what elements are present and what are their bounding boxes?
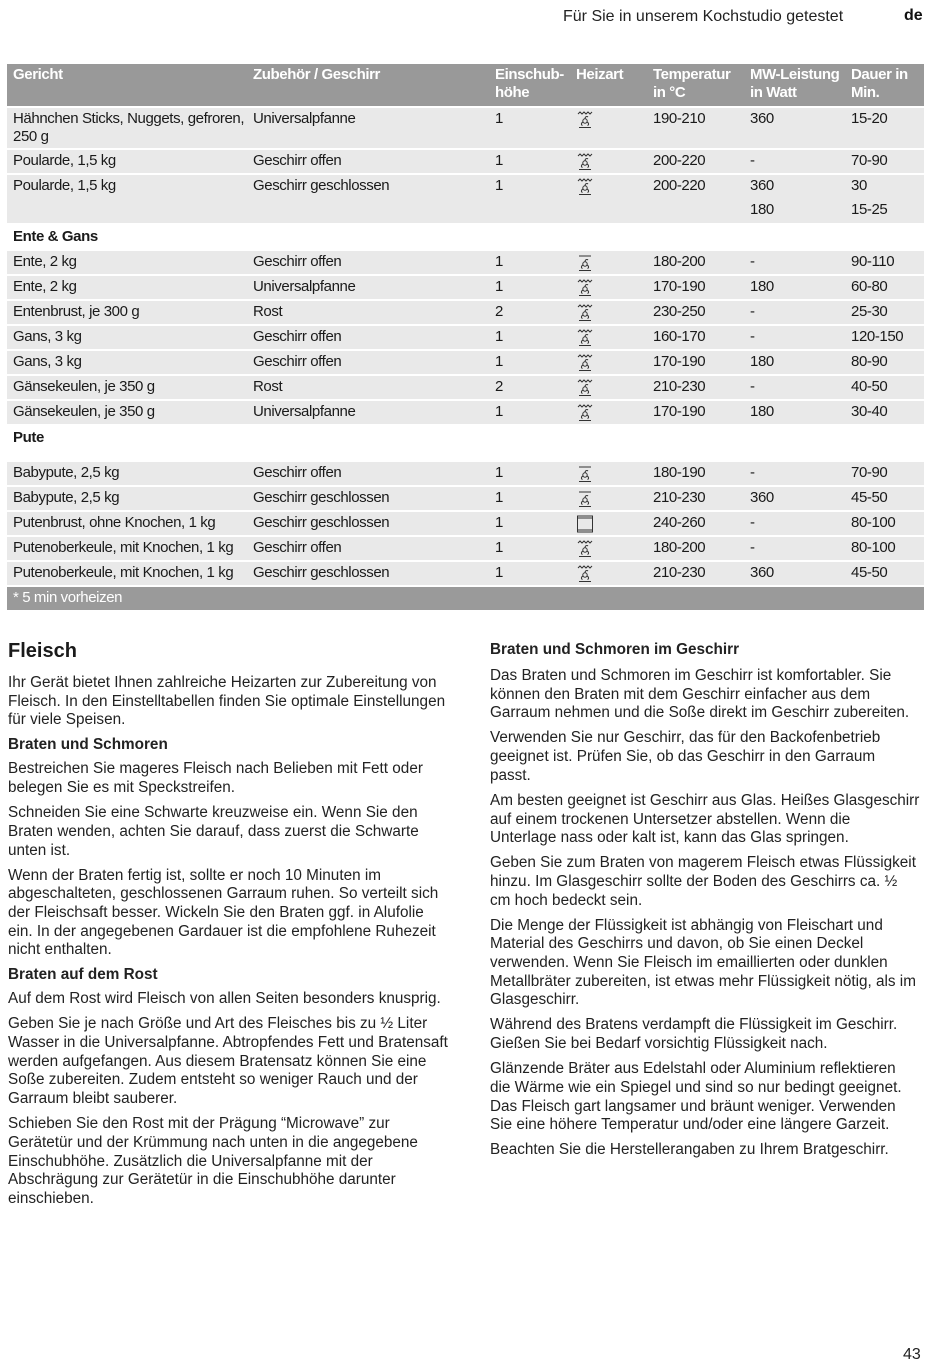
paragraph: Auf dem Rost wird Fleisch von allen Seiten besonders knusprig.	[8, 990, 441, 1008]
cell-dauer: 80-100	[851, 514, 896, 531]
paragraph: Am besten geeignet ist Geschirr aus Glas. Heißes Glasgeschirr auf einem trockenen Untersetzer abstellen. Wenn die Unterlage nass oder kalt ist, kann das Glas springen.	[490, 791, 920, 847]
cell-gericht: Ente, 2 kg	[13, 278, 77, 295]
cell-gericht: Gans, 3 kg	[13, 353, 82, 370]
umluft-grill-icon	[576, 353, 646, 376]
cell-zubehoer: Universalpfanne	[253, 110, 356, 127]
table-group-row	[7, 426, 924, 462]
table-row	[7, 401, 924, 426]
cell-mw: -	[750, 152, 755, 169]
cell-dauer: 80-90	[851, 353, 888, 370]
cell-zubehoer: Geschirr geschlossen	[253, 489, 390, 506]
paragraph: Beachten Sie die Herstellerangaben zu Ihrem Bratgeschirr.	[490, 1141, 889, 1159]
cell-zubehoer: Geschirr offen	[253, 539, 342, 556]
cell-gericht: Putenoberkeule, mit Knochen, 1 kg	[13, 539, 234, 556]
col-header-temperatur: Temperatur in °C	[653, 66, 731, 101]
paragraph: Geben Sie zum Braten von magerem Fleisch etwas Flüssigkeit hinzu. Im Glasgeschirr sollte der Boden des Geschirrs ca. ½ cm hoch bedeckt sein.	[490, 854, 916, 909]
cell-einschub: 1	[495, 403, 503, 420]
cell-einschub: 1	[495, 464, 503, 481]
cell-dauer: 15-20	[851, 110, 888, 127]
cell-mw: 360	[750, 489, 774, 506]
cell-zubehoer: Rost	[253, 378, 283, 395]
col-header-heizart: Heizart	[576, 66, 624, 83]
cell-temp: 210-230	[653, 564, 706, 581]
cell-gericht: Gänsekeulen, je 350 g	[13, 378, 155, 395]
table-header-row	[7, 64, 924, 108]
cell-temp: 190-210	[653, 110, 706, 127]
cell-dauer: 60-80	[851, 278, 888, 295]
section-title-fleisch: Fleisch	[8, 640, 77, 662]
cell-temp: 180-200	[653, 253, 706, 270]
cell-einschub: 1	[495, 278, 503, 295]
cell-einschub: 1	[495, 177, 503, 194]
table-row	[7, 251, 924, 276]
table-footnote: * 5 min vorheizen	[13, 589, 123, 606]
section-heading: Braten auf dem Rost	[8, 966, 158, 984]
paragraph: Geben Sie je nach Größe und Art des Fleisches bis zu ½ Liter Wasser in die Universalpfanne. Abtropfendes Fett und Bratensaft werden aufgefangen. Aus diesem Bratensatz können Sie eine Soße zubereiten. Zudem entsteht so weniger Rauch und der Garraum bleibt sauberer.	[8, 1015, 448, 1108]
table-row	[7, 301, 924, 326]
table-row	[7, 276, 924, 301]
cell-gericht: Putenbrust, ohne Knochen, 1 kg	[13, 514, 216, 531]
col-header-dauer: Dauer in Min.	[851, 66, 908, 101]
heissluft-icon	[576, 253, 646, 276]
cell-mw: -	[750, 328, 755, 345]
umluft-grill-icon	[576, 177, 646, 200]
cell-zubehoer: Universalpfanne	[253, 278, 356, 295]
cell-mw: 180	[750, 278, 774, 295]
cell-mw: 180	[750, 353, 774, 370]
cell-mw: -	[750, 464, 755, 481]
paragraph: Schieben Sie den Rost mit der Prägung “Microwave” zur Gerätetür und der Krümmung nach unten in die angegebene Einschubhöhe. Zusätzlich die Universalpfanne mit der Abschrägung zur Gerätetür in die Einschubhöhe darunter einschieben.	[8, 1115, 418, 1207]
section-heading: Braten und Schmoren	[8, 736, 168, 754]
cell-dauer: 80-100	[851, 539, 896, 556]
cell-mw: -	[750, 253, 755, 270]
table-row	[7, 512, 924, 537]
group-label: Ente & Gans	[13, 228, 98, 245]
cell-zubehoer: Geschirr offen	[253, 464, 342, 481]
cell-einschub: 1	[495, 253, 503, 270]
cell-mw: -	[750, 539, 755, 556]
settings-table	[7, 64, 924, 612]
cell-dauer: 70-90	[851, 464, 888, 481]
table-row	[7, 537, 924, 562]
cell-dauer: 120-150	[851, 328, 904, 345]
cell-zubehoer: Geschirr geschlossen	[253, 564, 390, 581]
umluft-grill-icon	[576, 303, 646, 326]
umluft-grill-icon	[576, 403, 646, 426]
umluft-grill-icon	[576, 278, 646, 301]
cell-dauer: 90-110	[851, 253, 895, 270]
cell-einschub: 2	[495, 378, 503, 395]
cell-mw: 180	[750, 403, 774, 420]
cell-temp: 210-230	[653, 378, 706, 395]
language-code: de	[904, 7, 923, 24]
table-footnote-row	[7, 587, 924, 612]
cell-dauer: 25-30	[851, 303, 888, 320]
cell-temp: 230-250	[653, 303, 706, 320]
cell-gericht: Putenoberkeule, mit Knochen, 1 kg	[13, 564, 234, 581]
table-group-row	[7, 225, 924, 251]
cell-einschub: 1	[495, 564, 503, 581]
umluft-grill-icon	[576, 378, 646, 401]
paragraph: Schneiden Sie eine Schwarte kreuzweise ein. Wenn Sie den Braten wenden, achten Sie darauf, dass zuerst die Schwarte unten ist.	[8, 804, 419, 859]
paragraph: Bestreichen Sie mageres Fleisch nach Belieben mit Fett oder belegen Sie es mit Speckstreifen.	[8, 760, 423, 797]
text-column-right	[490, 641, 920, 1166]
cell-temp: 170-190	[653, 278, 706, 295]
table-row	[7, 351, 924, 376]
cell-temp: 170-190	[653, 403, 706, 420]
cell-mw: -	[750, 514, 755, 531]
cell-gericht: Entenbrust, je 300 g	[13, 303, 140, 320]
paragraph: Wenn der Braten fertig ist, sollte er noch 10 Minuten im abgeschalteten, geschlossenen Garraum ruhen. So verteilt sich der Fleischsaft besser. Wickeln Sie den Braten ggf. in Alufolie ein. In der angegebenen Gardauer ist die empfohlene Ruhezeit nicht enthalten.	[8, 866, 439, 959]
umluft-grill-icon	[576, 328, 646, 351]
table-row	[7, 326, 924, 351]
cell-dauer: 40-50	[851, 378, 888, 395]
umluft-grill-icon	[576, 539, 646, 562]
cell-temp: 180-190	[653, 464, 706, 481]
cell-temp: 180-200	[653, 539, 706, 556]
cell-einschub: 1	[495, 514, 503, 531]
umluft-grill-icon	[576, 152, 646, 175]
cell-zubehoer: Geschirr offen	[253, 328, 342, 345]
cell-zubehoer: Geschirr offen	[253, 353, 342, 370]
cell-dauer: 30-40	[851, 403, 888, 420]
paragraph: Die Menge der Flüssigkeit ist abhängig von Fleischart und Material des Geschirrs und davon, ob Sie einen Deckel verwenden. Wenn Sie Fleisch im emaillierten oder dunklen Metallbräter zubereiten, ist etwas mehr Flüssigkeit nötig, als im Glasgeschirr.	[490, 916, 916, 1009]
cell-gericht: Hähnchen Sticks, Nuggets, gefroren, 250 g	[13, 110, 245, 145]
cell-mw: 180	[750, 201, 774, 218]
col-header-mw-leistung: MW-Leistung in Watt	[750, 66, 840, 101]
cell-dauer: 45-50	[851, 564, 888, 581]
cell-einschub: 1	[495, 489, 503, 506]
paragraph: Das Braten und Schmoren im Geschirr ist komfortabler. Sie können den Braten mit dem Geschirr einfacher aus dem Garraum nehmen und die Soße direkt im Geschirr zubereiten.	[490, 667, 910, 722]
cell-einschub: 2	[495, 303, 503, 320]
cell-temp: 170-190	[653, 353, 706, 370]
cell-temp: 160-170	[653, 328, 706, 345]
cell-einschub: 1	[495, 328, 503, 345]
section-heading: Braten und Schmoren im Geschirr	[490, 641, 740, 658]
cell-temp: 240-260	[653, 514, 706, 531]
group-label: Pute	[13, 429, 44, 446]
cell-einschub: 1	[495, 353, 503, 370]
paragraph: Verwenden Sie nur Geschirr, das für den Backofenbetrieb geeignet ist. Prüfen Sie, ob das Geschirr in den Garraum passt.	[490, 729, 881, 784]
cell-mw: 360	[750, 564, 774, 581]
table-row	[7, 376, 924, 401]
table-row	[7, 108, 924, 150]
cell-gericht: Ente, 2 kg	[13, 253, 77, 270]
cell-zubehoer: Geschirr geschlossen	[253, 177, 390, 194]
cell-gericht: Babypute, 2,5 kg	[13, 489, 120, 506]
cell-gericht: Poularde, 1,5 kg	[13, 152, 116, 169]
col-header-gericht: Gericht	[13, 66, 63, 83]
umluft-grill-icon	[576, 110, 646, 133]
cell-zubehoer: Universalpfanne	[253, 403, 356, 420]
cell-temp: 210-230	[653, 489, 706, 506]
paragraph: Ihr Gerät bietet Ihnen zahlreiche Heizarten zur Zubereitung von Fleisch. In den Einstelltabellen finden Sie optimale Einstellungen für viele Speisen.	[8, 674, 446, 729]
cell-dauer: 70-90	[851, 152, 888, 169]
paragraph: Glänzende Bräter aus Edelstahl oder Aluminium reflektieren die Wärme wie ein Spiegel und sind so nur bedingt geeignet. Das Fleisch gart langsamer und bräunt weniger. Verwenden Sie eine höhere Temperatur und/oder eine längere Garzeit.	[490, 1060, 902, 1134]
table-row	[7, 462, 924, 487]
cell-zubehoer: Geschirr geschlossen	[253, 514, 390, 531]
table-row	[7, 487, 924, 512]
cell-gericht: Poularde, 1,5 kg	[13, 177, 116, 194]
heissluft-icon	[576, 489, 646, 512]
cell-gericht: Gänsekeulen, je 350 g	[13, 403, 155, 420]
col-header-zubehoer: Zubehör / Geschirr	[253, 66, 380, 83]
table-row	[7, 562, 924, 587]
ober-unterhitze-icon	[576, 514, 646, 537]
cell-dauer: 30	[851, 177, 867, 194]
cell-mw: -	[750, 303, 755, 320]
table-row	[7, 175, 924, 225]
cell-zubehoer: Geschirr offen	[253, 152, 342, 169]
cell-gericht: Gans, 3 kg	[13, 328, 82, 345]
page-header-title: Für Sie in unserem Kochstudio getestet	[563, 8, 844, 25]
cell-einschub: 1	[495, 539, 503, 556]
cell-temp: 200-220	[653, 177, 706, 194]
cell-einschub: 1	[495, 110, 503, 127]
cell-zubehoer: Rost	[253, 303, 283, 320]
cell-mw: 360	[750, 110, 774, 127]
umluft-grill-icon	[576, 564, 646, 587]
cell-mw: -	[750, 378, 755, 395]
cell-dauer: 15-25	[851, 201, 888, 218]
table-row	[7, 150, 924, 175]
page-number: 43	[903, 1346, 921, 1363]
table-body	[7, 108, 924, 587]
cell-einschub: 1	[495, 152, 503, 169]
heissluft-icon	[576, 464, 646, 487]
cell-dauer: 45-50	[851, 489, 888, 506]
text-column-left	[8, 674, 448, 1215]
col-header-einschub: Einschub- höhe	[495, 66, 564, 101]
cell-gericht: Babypute, 2,5 kg	[13, 464, 120, 481]
cell-mw: 360	[750, 177, 774, 194]
paragraph: Während des Bratens verdampft die Flüssigkeit im Geschirr. Gießen Sie bei Bedarf vorsichtig Flüssigkeit nach.	[490, 1016, 898, 1053]
cell-temp: 200-220	[653, 152, 706, 169]
cell-zubehoer: Geschirr offen	[253, 253, 342, 270]
